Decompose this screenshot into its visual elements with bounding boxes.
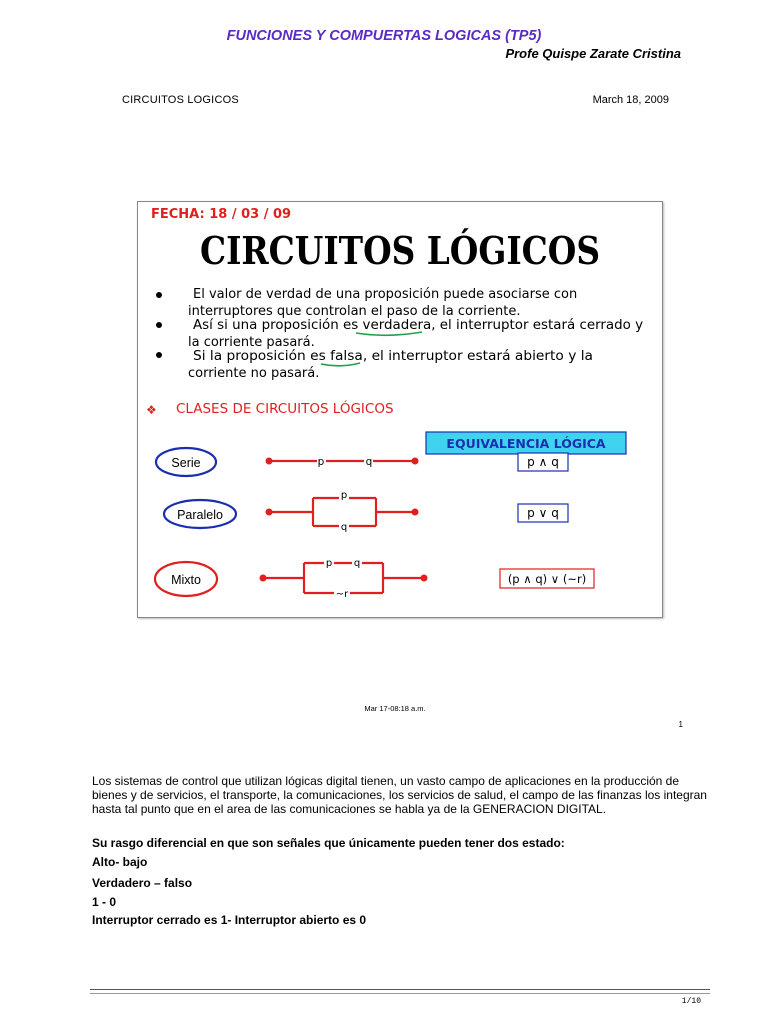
mixto-var-q: q	[353, 558, 361, 569]
bullet-dot	[156, 352, 162, 358]
terminal-dot	[421, 575, 428, 582]
serie-var-p: p	[317, 456, 325, 468]
bullet-2-line-1: Así si una proposición es verdadera, el interruptor estará cerrado y	[193, 318, 644, 333]
body-line-interruptor: Interruptor cerrado es 1- Interruptor abierto es 0	[92, 913, 367, 927]
body-line-rasgo: Su rasgo diferencial en que son señales que únicamente pueden tener dos estado:	[92, 836, 565, 850]
slide-heading: CIRCUITOS LÓGICOS	[200, 228, 600, 273]
section-header: CIRCUITOS LOGICOS	[122, 94, 239, 106]
terminal-dot	[266, 509, 273, 516]
slide-caption: Mar 17-08:18 a.m.	[364, 704, 426, 713]
serie-formula: p ∧ q	[527, 455, 559, 469]
equivalencia-heading: EQUIVALENCIA LÓGICA	[446, 436, 606, 451]
body-line-alto-bajo: Alto- bajo	[92, 855, 148, 869]
body-paragraph: Los sistemas de control que utilizan lógicas digital tienen, un vasto campo de aplicaciones en la producción de bienes y de servicios, el transporte, la comunicaciones, los servicios de salud, el campo de las finanzas los integran hasta tal punto que en el area de las comunicaciones se habla ya de la GENERACION DIGITAL.	[92, 774, 707, 816]
footer-page-count: 1/10	[681, 997, 701, 1006]
bullet-1-line-1: El valor de verdad de una proposición puede asociarse con	[193, 287, 578, 302]
clases-heading: CLASES DE CIRCUITOS LÓGICOS	[176, 401, 394, 417]
bullet-3-line-2: corriente no pasará.	[188, 366, 320, 381]
slide-image	[137, 201, 663, 618]
slide-fecha: FECHA: 18 / 03 / 09	[151, 207, 292, 222]
diamond-bullet-icon: ❖	[146, 403, 157, 417]
slide-canvas	[138, 202, 662, 617]
header-date: March 18, 2009	[592, 94, 669, 106]
bullet-3-line-1: Si la proposición es falsa, el interruptor estará abierto y la	[193, 349, 593, 364]
bullet-2-line-2: la corriente pasará.	[188, 335, 315, 350]
paralelo-label: Paralelo	[177, 508, 223, 522]
slide-page-number: 1	[678, 720, 683, 729]
body-line-verdadero-falso: Verdadero – falso	[92, 876, 193, 890]
footer-rule	[90, 989, 710, 990]
terminal-dot	[266, 458, 273, 465]
document-title: FUNCIONES Y COMPUERTAS LOGICAS (TP5)	[226, 28, 542, 44]
terminal-dot	[260, 575, 267, 582]
mixto-formula: (p ∧ q) ∨ (~r)	[507, 572, 587, 586]
footer-rule-thin	[90, 993, 710, 994]
bullet-dot	[156, 322, 162, 328]
terminal-dot	[412, 458, 419, 465]
mixto-label: Mixto	[171, 573, 201, 587]
terminal-dot	[412, 509, 419, 516]
paralelo-var-p: p	[340, 490, 348, 501]
serie-label: Serie	[171, 456, 201, 470]
body-line-uno-cero: 1 - 0	[92, 895, 117, 909]
paralelo-formula: p ∨ q	[527, 506, 559, 520]
author-name: Profe Quispe Zarate Cristina	[505, 46, 681, 61]
mixto-var-p: p	[325, 558, 333, 569]
bullet-dot	[156, 292, 162, 298]
paralelo-var-q: q	[340, 522, 348, 533]
serie-var-q: q	[365, 456, 373, 468]
mixto-var-not-r: ~r	[335, 589, 349, 600]
bullet-1-line-2: interruptores que controlan el paso de la corriente.	[188, 304, 521, 319]
